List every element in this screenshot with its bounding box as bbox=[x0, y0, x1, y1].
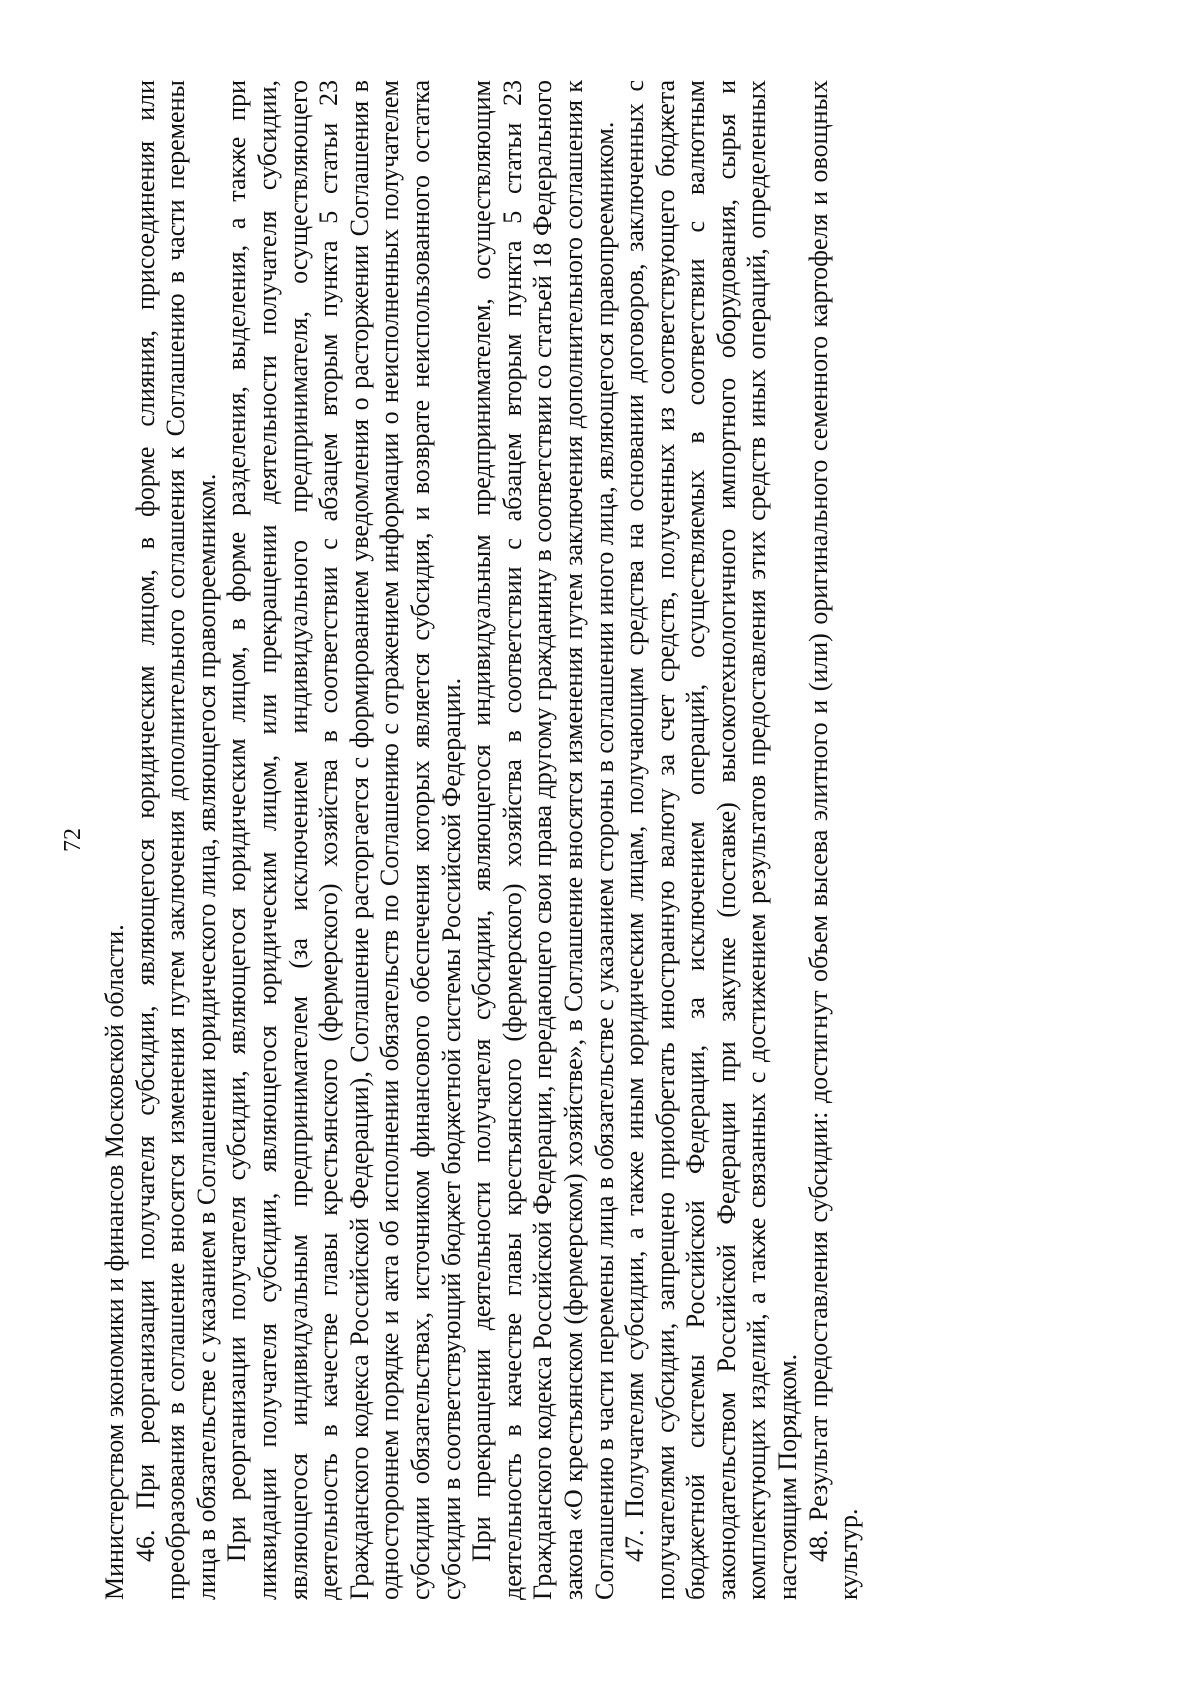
document-body bbox=[100, 80, 865, 1600]
document-page bbox=[60, 80, 1100, 1600]
paragraph-farmer-succession: При прекращении деятельности получателя субсидии, являющегося индивидуальным предпринимателем, осуществляющим деятельность в качестве главы крестьянского (фермерского) хозяйства в соответствии с абзацем вторым пункта 5 статьи 23 Гражданского кодекса Российской Федерации, передающего свои права другому гражданину в соответствии со статьей 18 Федерального закона «О крестьянском (фермерском) хозяйстве», в Соглашение вносятся изменения путем заключения дополнительного соглашения к Соглашению в части перемены лица в обязательстве с указанием стороны в соглашении иного лица, являющегося правопреемником. bbox=[467, 80, 619, 1600]
page-number: 72 bbox=[60, 828, 86, 852]
paragraph-clause-47: 47. Получателям субсидии, а также иным юридическим лицам, получающим средства на основании договоров, заключенных с получателями субсидии, запрещено приобретать иностранную валюту за счет средств, полученных из соответствующего бюджета бюджетной системы Российской Федерации, за исключением операций, осуществляемых в соответствии с валютным законодательством Российской Федерации при закупке (поставке) высокотехнологичного импортного оборудования, сырья и комплектующих изделий, а также связанных с достижением результатов предоставления этих средств иных операций, определенных настоящим Порядком. bbox=[620, 80, 803, 1600]
paragraph-clause-48: 48. Результат предоставления субсидии: достигнут объем высева элитного и (или) оригинального семенного картофеля и овощных культур. bbox=[803, 80, 864, 1600]
paragraph-clause-46: 46. При реорганизации получателя субсидии, являющегося юридическим лицом, в форме слияния, присоединения или преобразования в соглашение вносятся изменения путем заключения дополнительного соглашения к Соглашению в части перемены лица в обязательстве с указанием в Соглашении юридического лица, являющегося правопреемником. bbox=[130, 80, 221, 1600]
paragraph-continuation: Министерством экономики и финансов Московской области. bbox=[100, 924, 129, 1600]
paragraph-reorganization-liquidation: При реорганизации получателя субсидии, являющегося юридическим лицом, в форме разделения, выделения, а также при ликвидации получателя субсидии, являющегося юридическим лицом, или прекращении деятельности получателя субсидии, являющегося индивидуальным предпринимателем (за исключением индивидуального предпринимателя, осуществляющего деятельность в качестве главы крестьянского (фермерского) хозяйства в соответствии с абзацем вторым пункта 5 статьи 23 Гражданского кодекса Российской Федерации), Соглашение расторгается с формированием уведомления о расторжении Соглашения в одностороннем порядке и акта об исполнении обязательств по Соглашению с отражением информации о неисполненных получателем субсидии обязательствах, источником финансового обеспечения которых является субсидия, и возврате неиспользованного остатка субсидии в соответствующий бюджет бюджетной системы Российской Федерации. bbox=[222, 80, 466, 1600]
